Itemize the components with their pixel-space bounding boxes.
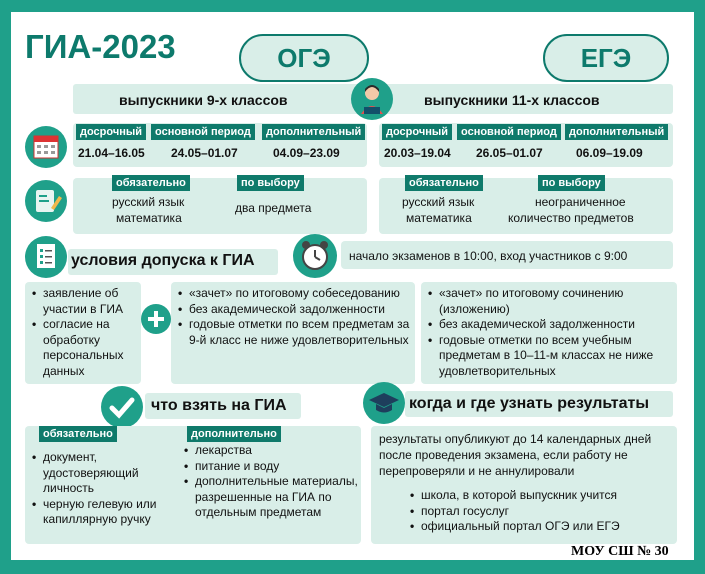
subjects-icon — [25, 180, 67, 222]
results-place-item: • официальный портал ОГЭ или ЕГЭ — [421, 519, 673, 535]
graduation-cap-icon — [363, 382, 405, 424]
ege-choice-2: количество предметов — [508, 211, 634, 225]
ege-period-main-tag: основной период — [457, 124, 561, 140]
admission-oge-item: • «зачет» по итоговому собеседованию — [189, 286, 413, 302]
admission-common-item: • заявление об участии в ГИА — [43, 286, 139, 317]
admission-oge-list — [175, 286, 413, 348]
watermark: МОУ СШ № 30 — [571, 544, 669, 559]
bring-optional-item: • дополнительные материалы, разрешенные на ГИА по отдельным предметам — [195, 474, 359, 521]
bring-optional-item: • питание и воду — [195, 459, 359, 475]
bring-title: что взять на ГИА — [151, 397, 287, 414]
oge-date-main: 24.05–01.07 — [171, 146, 238, 160]
oge-required-2: математика — [116, 211, 182, 225]
ege-required-tag: обязательно — [405, 175, 483, 191]
ege-date-early: 20.03–19.04 — [384, 146, 451, 160]
ege-period-extra-tag: дополнительный — [565, 124, 668, 140]
results-text: результаты опубликуют до 14 календарных дней после проведения экзамена, если работу не перепроверяли и не аннулировали — [379, 432, 652, 478]
exam-start-text: начало экзаменов в 10:00, вход участников с 9:00 — [349, 249, 628, 263]
admission-title: условия допуска к ГИА — [71, 252, 255, 269]
oge-required-tag: обязательно — [112, 175, 190, 191]
ege-date-main: 26.05–01.07 — [476, 146, 543, 160]
checklist-icon — [25, 236, 67, 278]
admission-oge-item: • годовые отметки по всем предметам за 9-й класс не ниже удовлетворительных — [189, 317, 413, 348]
admission-ege-list — [425, 286, 675, 379]
oge-period-early-tag: досрочный — [76, 124, 146, 140]
checkmark-icon — [101, 386, 143, 428]
admission-common-item: • согласие на обработку персональных данных — [43, 317, 139, 379]
oge-period-main-tag: основной период — [151, 124, 255, 140]
oge-date-early: 21.04–16.05 — [78, 146, 145, 160]
oge-required-1: русский язык — [112, 195, 185, 209]
student-icon — [351, 78, 393, 120]
ege-required-2: математика — [406, 211, 472, 225]
results-place-item: • портал госуслуг — [421, 504, 673, 520]
grade9-label: выпускники 9-х классов — [119, 92, 288, 108]
results-places-list — [407, 488, 673, 535]
ege-required-1: русский язык — [402, 195, 475, 209]
ege-pill: ЕГЭ — [543, 34, 669, 82]
page-title: ГИА-2023 — [25, 28, 176, 65]
ege-choice-1: неограниченное — [535, 195, 626, 209]
infographic — [11, 12, 694, 560]
oge-date-extra: 04.09–23.09 — [273, 146, 340, 160]
oge-choice: два предмета — [235, 201, 312, 215]
bring-required-item: • черную гелевую или капиллярную ручку — [43, 497, 179, 528]
bring-required-list — [29, 450, 179, 528]
ege-date-extra: 06.09–19.09 — [576, 146, 643, 160]
ege-period-early-tag: досрочный — [382, 124, 452, 140]
oge-pill: ОГЭ — [239, 34, 369, 82]
admission-oge-item: • без академической задолженности — [189, 302, 413, 318]
results-place-item: • школа, в которой выпускник учится — [421, 488, 673, 504]
bring-optional-item: • лекарства — [195, 443, 359, 459]
admission-ege-item: • годовые отметки по всем учебным предметам в 10–11-м классах не ниже удовлетворительных — [439, 333, 675, 380]
grade11-label: выпускники 11-х классов — [424, 92, 600, 108]
oge-choice-tag: по выбору — [237, 175, 304, 191]
bring-optional-tag: дополнительно — [187, 426, 281, 442]
oge-period-extra-tag: дополнительный — [262, 124, 365, 140]
alarm-clock-icon — [293, 234, 337, 278]
plus-icon — [141, 304, 171, 334]
bring-optional-list — [181, 443, 359, 521]
bring-required-item: • документ, удостоверяющий личность — [43, 450, 179, 497]
bring-required-tag: обязательно — [39, 426, 117, 442]
admission-ege-item: • «зачет» по итоговому сочинению (изложению) — [439, 286, 675, 317]
admission-ege-item: • без академической задолженности — [439, 317, 675, 333]
ege-choice-tag: по выбору — [538, 175, 605, 191]
admission-common-list — [29, 286, 139, 379]
results-title: когда и где узнать результаты — [409, 395, 650, 412]
calendar-icon — [25, 126, 67, 168]
